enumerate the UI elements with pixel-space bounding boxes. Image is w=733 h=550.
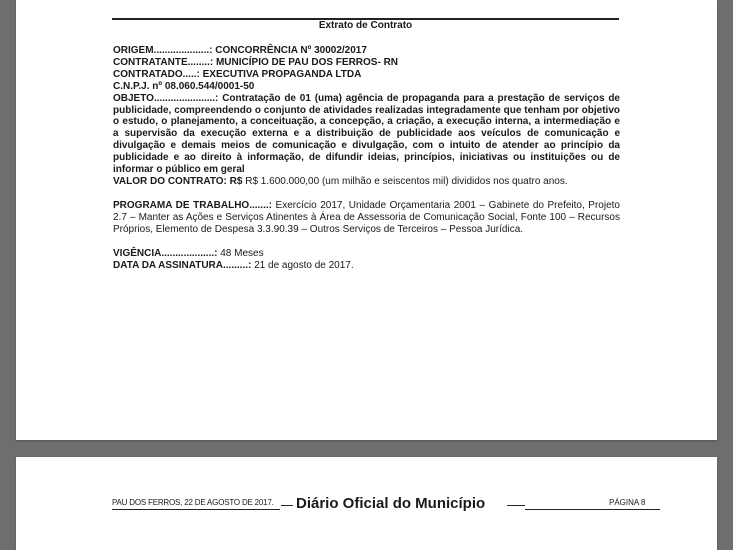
origem-line <box>113 45 620 57</box>
vigencia-value: 48 Meses <box>220 247 264 259</box>
objeto-paragraph <box>113 93 620 176</box>
contratante-value: MUNICÍPIO DE PAU DOS FERROS- RN <box>215 56 399 68</box>
assinatura-line <box>113 260 620 272</box>
cnpj-line: C.N.P.J. nº 08.060.544/0001-50 <box>113 80 255 92</box>
contract-body <box>113 45 620 271</box>
contratado-value: EXECUTIVA PROPAGANDA LTDA <box>202 68 362 80</box>
contratante-label: CONTRATANTE........: <box>113 56 216 68</box>
objeto-value: Contratação de 01 (uma) agência de propaganda para a prestação de serviços de publicidade, compreendendo o conjunto de atividades realizadas integradamente que tenham por objetivo o estudo, o planejamento, a conceituação, a concepção, a criação, a execução interna, a intermediação e a supervisão da execução externa e a distribuição de publicidade aos veículos de comunicação e divulgação e demais meios de comunicação e divulgação, com o intuito de atender ao princípio da publicidade e ao direito à informação, de difundir ideias, princípios, iniciativas ou instituições ou de informar o público em geral <box>113 92 620 176</box>
contratado-line <box>113 69 620 81</box>
programa-label: PROGRAMA DE TRABALHO.......: <box>113 199 276 211</box>
objeto-label: OBJETO......................: <box>113 92 223 104</box>
footer-rule-right <box>525 509 660 510</box>
assinatura-label: DATA DA ASSINATURA.........: <box>113 259 255 271</box>
footer-place-date: PAU DOS FERROS, 22 DE AGOSTO DE 2017. <box>112 498 274 507</box>
footer-rule-left <box>112 509 280 510</box>
contratante-line <box>113 57 620 69</box>
document-page-lower <box>16 457 717 550</box>
footer-dash-left <box>281 505 293 506</box>
vigencia-label: VIGÊNCIA...................: <box>113 247 221 259</box>
valor-label: VALOR DO CONTRATO: R$ <box>113 175 246 187</box>
document-page-upper <box>16 0 717 440</box>
page-footer-header <box>112 495 660 515</box>
origem-label: ORIGEM....................: <box>113 45 216 56</box>
programa-value: Exercício 2017, Unidade Orçamentaria 2001 – Gabinete do Prefeito, Projeto 2.7 – Manter as Ações e Serviços Atinentes à Área de Assessoria de Comunicação Social, Fonte 100 – Recursos Próprios, Elemento de Despesa 3.3.90.39 – Outros Serviços de Terceiros – Pessoa Jurídica. <box>113 199 620 235</box>
valor-value: R$ 1.600.000,00 (um milhão e seiscentos mil) divididos nos quatro anos. <box>245 175 568 187</box>
footer-page-number: PÁGINA 8 <box>609 498 646 507</box>
footer-journal-title: Diário Oficial do Município <box>296 495 486 512</box>
extract-title: Extrato de Contrato <box>318 20 413 31</box>
contratado-label: CONTRATADO.....: <box>113 68 203 80</box>
programa-paragraph <box>113 200 620 236</box>
assinatura-value: 21 de agosto de 2017. <box>254 259 354 271</box>
origem-value: CONCORRÊNCIA Nº 30002/2017 <box>215 45 367 56</box>
vigencia-line <box>113 248 620 260</box>
footer-dash-right <box>507 505 525 506</box>
valor-paragraph <box>113 176 620 188</box>
